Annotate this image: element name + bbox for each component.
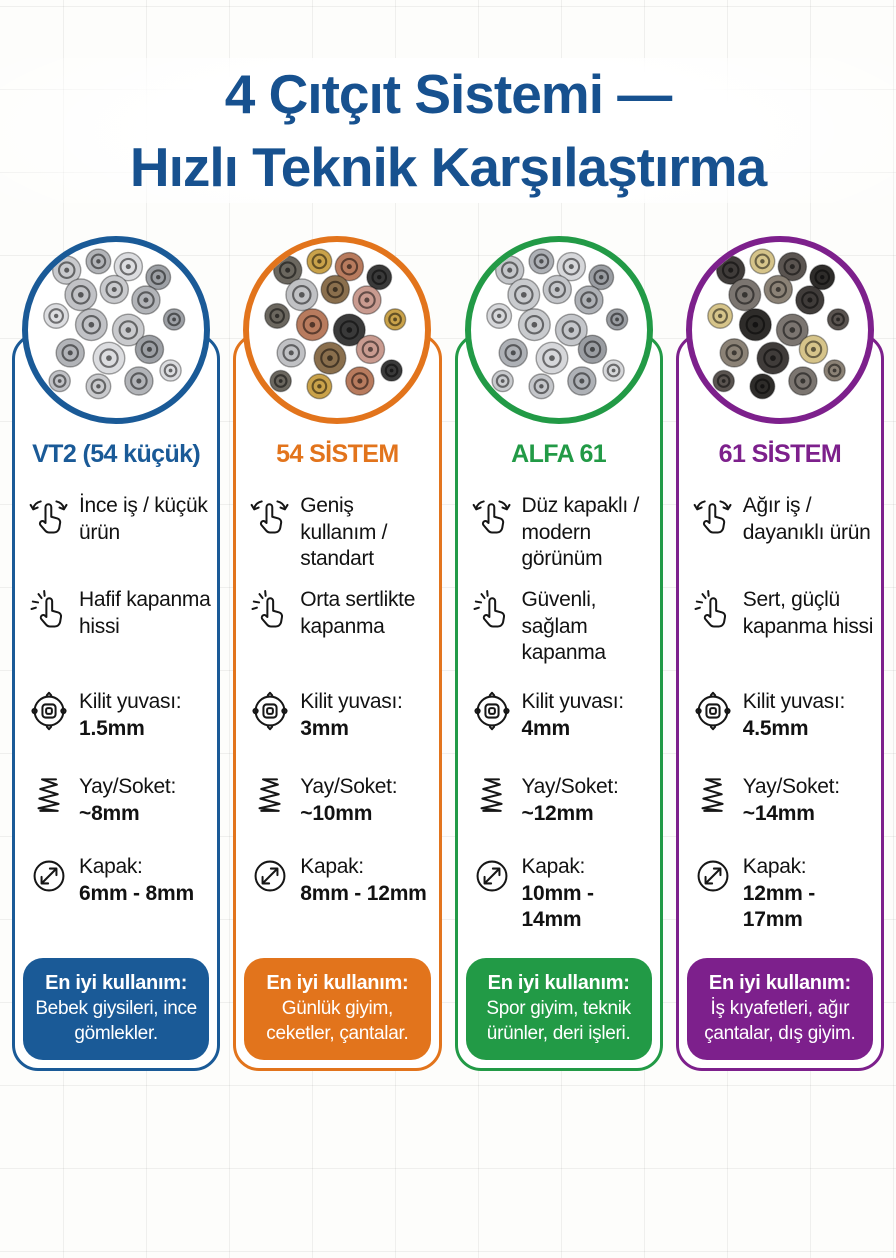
spec-value: 4.5mm	[742, 716, 809, 740]
spec-value: 12mm - 17mm	[742, 881, 816, 932]
snaps-photo	[243, 236, 431, 424]
closure-feel-row	[692, 587, 875, 689]
diameter-icon	[692, 855, 734, 897]
spec-rows	[28, 493, 211, 907]
best-use-box	[244, 958, 430, 1060]
spec-value: 1.5mm	[79, 716, 145, 740]
best-use-text: Günlük giyim, ceketler, çantalar.	[266, 997, 409, 1044]
socket-icon	[28, 690, 70, 732]
best-use-label: En iyi kullanım:	[487, 971, 630, 994]
spring-icon	[249, 775, 291, 817]
system-name: ALFA 61	[511, 440, 607, 469]
socket-icon	[249, 690, 291, 732]
best-use-text: İş kıyafetleri, ağır çantalar, dış giyim.	[704, 997, 856, 1044]
comparison-columns	[0, 333, 896, 1071]
use-case-row	[471, 493, 654, 587]
snaps-photo	[686, 236, 874, 424]
page-title-line1: 4 Çıtçıt Sistemi —	[224, 63, 672, 125]
best-use-box	[687, 958, 873, 1060]
page-title	[0, 58, 896, 203]
closure-feel-text: Orta sertlikte kapanma	[300, 588, 416, 638]
closure-feel-row	[28, 587, 211, 689]
page-title-line2: Hızlı Teknik Karşılaştırma	[129, 135, 767, 198]
spec-rows	[249, 493, 432, 907]
diameter-icon	[249, 855, 291, 897]
spec-value: 8mm - 12mm	[300, 881, 427, 905]
best-use-label: En iyi kullanım:	[266, 971, 409, 994]
rotate-hand-icon	[692, 494, 734, 536]
spec-label: Yay/Soket:	[300, 775, 398, 799]
spec-label: Kilit yuvası:	[79, 690, 182, 714]
spring-row	[28, 774, 211, 854]
use-case-row	[28, 493, 211, 587]
spec-label: Kapak:	[300, 855, 364, 879]
closure-feel-text: Sert, güçlü kapanma hissi	[742, 588, 874, 638]
use-case-text: Geniş kullanım / standart	[300, 494, 388, 571]
snaps-photo	[22, 236, 210, 424]
tap-hand-icon	[249, 588, 291, 630]
spec-label: Kilit yuvası:	[300, 690, 403, 714]
spec-value: 10mm - 14mm	[521, 881, 594, 932]
spec-label: Kilit yuvası:	[521, 690, 624, 714]
best-use-label: En iyi kullanım:	[45, 971, 188, 994]
spec-label: Yay/Soket:	[742, 775, 840, 799]
spec-label: Kapak:	[79, 855, 143, 879]
spring-row	[471, 774, 654, 854]
spec-value: ~12mm	[521, 801, 594, 825]
cap-row	[249, 854, 432, 907]
spring-icon	[28, 775, 70, 817]
use-case-text: İnce iş / küçük ürün	[79, 494, 208, 544]
snaps-photo	[465, 236, 653, 424]
system-name: VT2 (54 küçük)	[32, 440, 201, 469]
infographic-header	[0, 58, 896, 203]
rotate-hand-icon	[28, 494, 70, 536]
tap-hand-icon	[471, 588, 513, 630]
tap-hand-icon	[28, 588, 70, 630]
system-name: 54 SİSTEM	[276, 440, 399, 469]
spec-label: Yay/Soket:	[79, 775, 176, 799]
spec-value: ~10mm	[300, 801, 373, 825]
system-card-61-sistem	[676, 333, 884, 1071]
socket-icon	[471, 690, 513, 732]
best-use-text: Spor giyim, teknik ürünler, deri işleri.	[486, 997, 631, 1044]
spec-value: ~8mm	[79, 801, 140, 825]
spec-label: Kapak:	[742, 855, 807, 879]
rotate-hand-icon	[249, 494, 291, 536]
system-card-alfa-61	[455, 333, 663, 1071]
spec-value: 3mm	[300, 716, 349, 740]
spec-value: ~14mm	[742, 801, 815, 825]
lock-socket-row	[249, 689, 432, 774]
spec-rows	[692, 493, 875, 933]
best-use-text: Bebek giysileri, ince gömlekler.	[35, 997, 197, 1044]
spec-rows	[471, 493, 654, 933]
best-use-label: En iyi kullanım:	[708, 971, 851, 994]
spec-label: Kapak:	[521, 855, 586, 879]
system-name: 61 SİSTEM	[718, 440, 842, 469]
closure-feel-row	[249, 587, 432, 689]
tap-hand-icon	[692, 588, 734, 630]
cap-row	[28, 854, 211, 907]
cap-row	[692, 854, 875, 933]
spring-icon	[471, 775, 513, 817]
spring-row	[249, 774, 432, 854]
cap-row	[471, 854, 654, 933]
diameter-icon	[28, 855, 70, 897]
use-case-row	[692, 493, 875, 587]
spec-value: 6mm - 8mm	[79, 881, 194, 905]
use-case-text: Ağır iş / dayanıklı ürün	[742, 494, 871, 544]
lock-socket-row	[692, 689, 875, 774]
best-use-box	[466, 958, 652, 1060]
closure-feel-row	[471, 587, 654, 689]
use-case-row	[249, 493, 432, 587]
closure-feel-text: Hafif kapanma hissi	[79, 588, 211, 638]
spring-icon	[692, 775, 734, 817]
spec-label: Kilit yuvası:	[742, 690, 846, 714]
spec-label: Yay/Soket:	[521, 775, 619, 799]
lock-socket-row	[471, 689, 654, 774]
lock-socket-row	[28, 689, 211, 774]
closure-feel-text: Güvenli, sağlam kapanma	[521, 588, 606, 665]
best-use-box	[23, 958, 209, 1060]
socket-icon	[692, 690, 734, 732]
rotate-hand-icon	[471, 494, 513, 536]
system-card-54-sistem	[233, 333, 441, 1071]
system-card-vt2	[12, 333, 220, 1071]
spring-row	[692, 774, 875, 854]
use-case-text: Düz kapaklı / modern görünüm	[521, 494, 639, 571]
spec-value: 4mm	[521, 716, 570, 740]
diameter-icon	[471, 855, 513, 897]
